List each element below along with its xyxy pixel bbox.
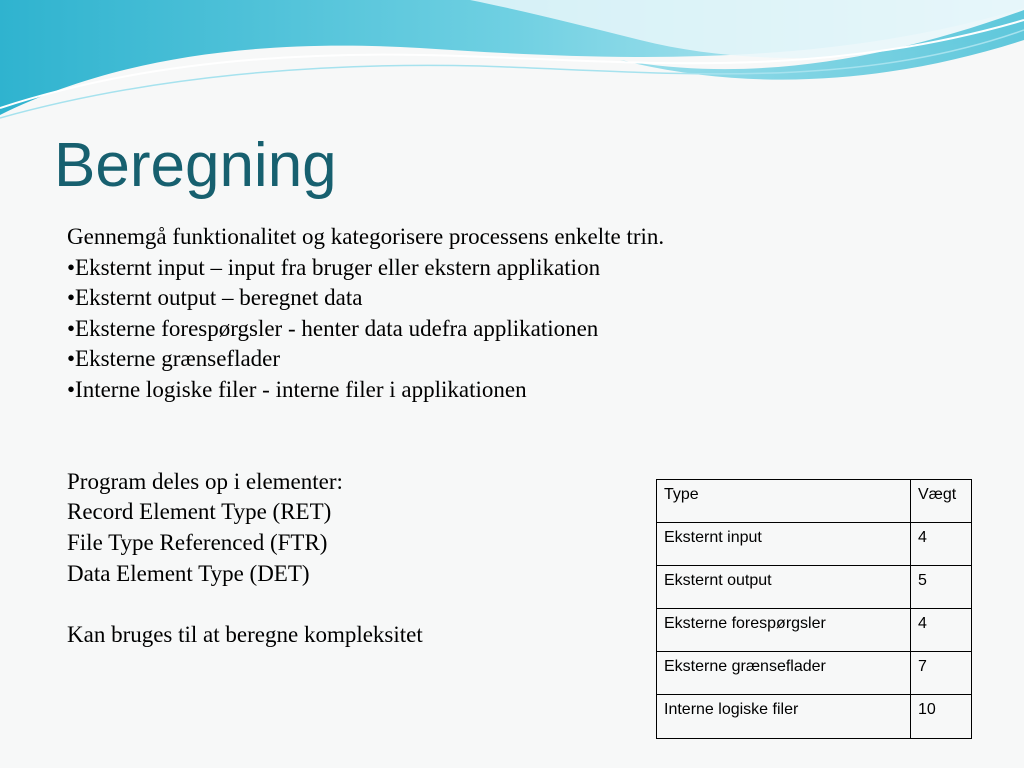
table-header-cell: Vægt — [911, 480, 972, 523]
table-row — [657, 523, 972, 566]
table-cell: Eksterne forespørgsler — [657, 609, 911, 652]
table-cell: 4 — [911, 609, 972, 652]
table-header-row — [657, 480, 972, 523]
table-cell: 7 — [911, 652, 972, 695]
table-cell: Eksterne grænseflader — [657, 652, 911, 695]
header-wave-decoration — [0, 0, 1024, 130]
table-cell: Eksternt input — [657, 523, 911, 566]
table-row — [657, 609, 972, 652]
intro-text: Gennemgå funktionalitet og kategorisere processens enkelte trin. — [67, 224, 665, 249]
slide-title: Beregning — [54, 131, 337, 200]
table-cell: 4 — [911, 523, 972, 566]
bullet-item: •Interne logiske filer - interne filer i applikationen — [67, 376, 527, 402]
bullet-item: •Eksterne forespørgsler - henter data udefra applikationen — [67, 315, 599, 341]
bullet-item: •Eksternt input – input fra bruger eller ekstern applikation — [67, 254, 601, 280]
table-row — [657, 695, 972, 739]
table-row — [657, 566, 972, 609]
element-item: Record Element Type (RET) — [67, 499, 332, 525]
elements-heading: Program deles op i elementer: — [67, 468, 343, 494]
table-row — [657, 652, 972, 695]
table-cell: Interne logiske filer — [657, 695, 911, 739]
spacer — [67, 406, 827, 467]
bullet-item: •Eksternt output – beregnet data — [67, 285, 363, 311]
table-cell: 10 — [911, 695, 972, 739]
bullet-item: •Eksterne grænseflader — [67, 346, 281, 372]
element-item: Data Element Type (DET) — [67, 560, 310, 586]
table-cell: 5 — [911, 566, 972, 609]
table-cell: Eksternt output — [657, 566, 911, 609]
weights-table — [656, 479, 972, 739]
closing-text: Kan bruges til at beregne kompleksitet — [67, 621, 423, 647]
element-item: File Type Referenced (FTR) — [67, 529, 328, 555]
table-header-cell: Type — [657, 480, 911, 523]
